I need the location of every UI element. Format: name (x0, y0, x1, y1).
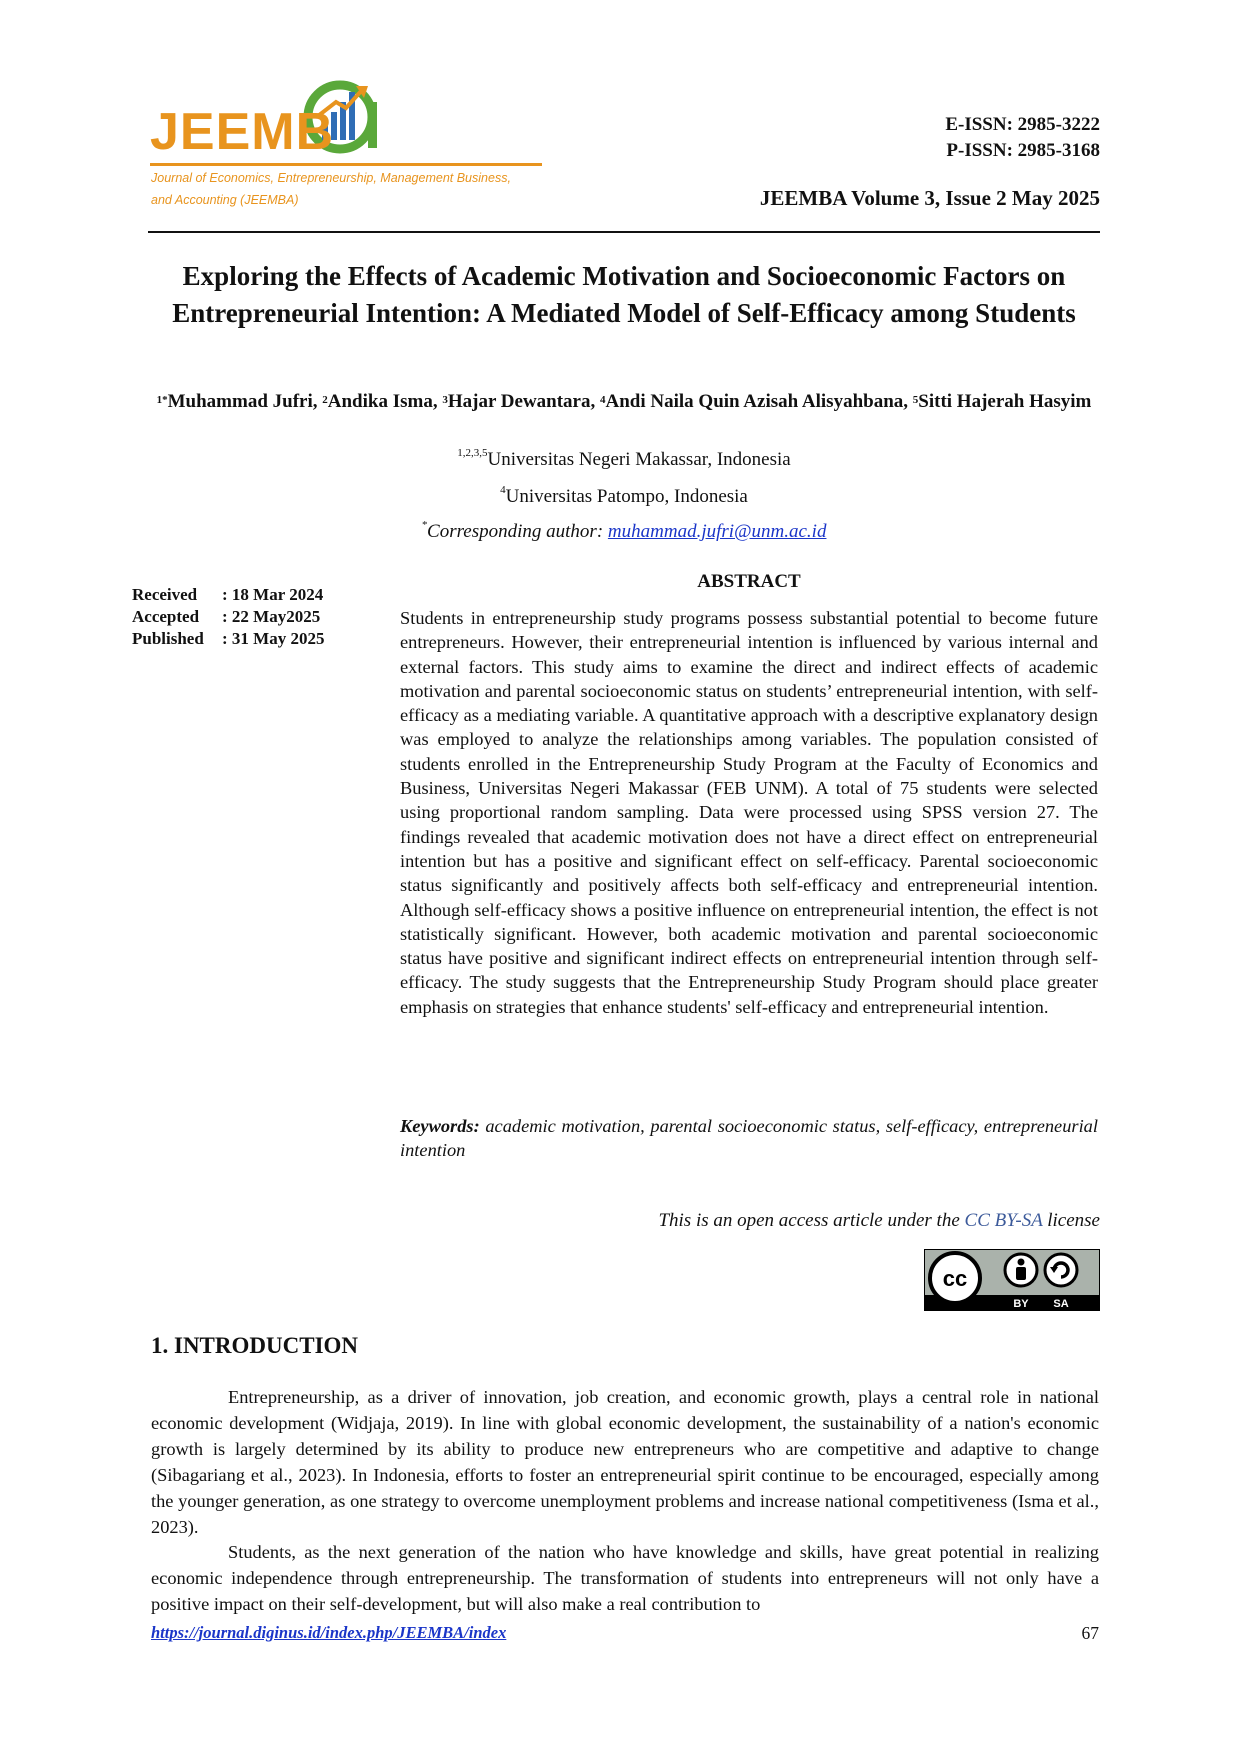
date-label: Published (132, 629, 204, 648)
logo-subtitle-line-1: Journal of Economics, Entrepreneurship, Management Business, (151, 171, 511, 185)
svg-text:cc: cc (942, 1266, 968, 1291)
date-label: Received (132, 585, 198, 604)
intro-paragraph-1: Entrepreneurship, as a driver of innovation, job creation, and economic growth, plays a central role in national economic development (Widjaja, 2019). In line with global economic development, the sustainability of a nation's economic growth is largely determined by its ability to produce new entrepreneurs who are competitive and adaptive to change (Sibagariang et al., 2023). In Indonesia, efforts to foster an entrepreneurial spirit continue to be encouraged, especially among the younger generation, as one strategy to overcome unemployment problems and increase national competitiveness (Isma et al., 2023). (151, 1387, 1099, 1537)
affiliation-sup: 4 (500, 484, 506, 496)
journal-volume: JEEMBA Volume 3, Issue 2 May 2025 (759, 186, 1100, 210)
affiliation-text: Universitas Negeri Makassar, Indonesia (487, 449, 791, 470)
eissn: E-ISSN: 2985-3222 (945, 114, 1100, 135)
cc-by-sa-badge[interactable] (924, 1249, 1100, 1311)
affiliation-sup: 1,2,3,5 (457, 447, 488, 459)
header-divider (148, 231, 1100, 233)
affiliation-1 (150, 449, 1098, 471)
pissn: P-ISSN: 2985-3168 (946, 140, 1100, 161)
page-number: 67 (1081, 1623, 1099, 1643)
corresponding-label: Corresponding author: (427, 521, 608, 542)
author-list (150, 389, 1098, 415)
corresponding-email-link[interactable]: muhammad.jufri@unm.ac.id (607, 521, 827, 542)
section-heading-introduction: 1. INTRODUCTION (151, 1333, 359, 1358)
author-sup: 3 (442, 394, 448, 406)
author-name: Andika Isma, (327, 391, 443, 412)
corresponding-author (150, 521, 1098, 543)
keywords (400, 1114, 1098, 1163)
abstract-heading: ABSTRACT (697, 571, 801, 592)
author-sup: 1* (156, 394, 168, 406)
logo-underline (150, 163, 542, 166)
sa-sharealike-icon (1045, 1254, 1077, 1286)
author-sup: 2 (322, 394, 328, 406)
journal-url-link[interactable]: https://journal.diginus.id/index.php/JEEMBA/index (151, 1623, 507, 1642)
logo-subtitle-line-2: and Accounting (JEEMBA) (151, 193, 299, 207)
article-dates (132, 584, 324, 650)
logo-wordmark: JEEMB (150, 103, 335, 161)
affiliation-text: Universitas Patompo, Indonesia (505, 486, 748, 507)
date-value: : 22 May2025 (222, 607, 321, 626)
author-sup: 5 (912, 394, 919, 406)
license-prefix: This is an open access article under the (658, 1210, 965, 1231)
by-attribution-icon (1005, 1254, 1037, 1286)
author-sup: 4 (600, 394, 606, 406)
affiliation-2 (150, 486, 1098, 508)
license-statement (658, 1210, 1100, 1232)
keywords-label: Keywords: (400, 1116, 480, 1136)
intro-paragraph-2: Students, as the next generation of the nation who have knowledge and skills, have great potential in realizing economic independence through entrepreneurship. The transformation of students into entrepreneurs will not only have a positive impact on their self-development, but will also make a real contribution to (151, 1542, 1099, 1614)
corresponding-sup: * (421, 519, 428, 531)
date-value: : 18 Mar 2024 (222, 585, 324, 604)
badge-sa-text: SA (1053, 1298, 1069, 1310)
date-value: : 31 May 2025 (222, 629, 325, 648)
license-link[interactable]: CC BY-SA (964, 1210, 1043, 1231)
date-row-accepted (132, 606, 324, 628)
abstract-body: Students in entrepreneurship study programs possess substantial potential to become future entrepreneurs. However, their entrepreneurial intention is influenced by various internal and external factors. This study aims to examine the direct and indirect effects of academic motivation and parental socioeconomic status on students’ entrepreneurial intention, with self-efficacy as a mediating variable. A quantitative approach with a descriptive explanatory design was employed to analyze the relationships among variables. The population consisted of students enrolled in the Entrepreneurship Study Program at the Faculty of Economics and Business, Universitas Negeri Makassar (FEB UNM). A total of 75 students were selected using proportional random sampling. Data were processed using SPSS version 27. The findings revealed that academic motivation does not have a direct effect on entrepreneurial intention but has a positive and significant effect on self-efficacy. Parental socioeconomic status significantly and positively affects both self-efficacy and entrepreneurial intention. Although self-efficacy shows a positive influence on entrepreneurial intention, the effect is not statistically significant. However, both academic motivation and parental socioeconomic status have positive and significant indirect effects on entrepreneurial intention through self-efficacy. The study suggests that the Entrepreneurship Study Program should place greater emphasis on strategies that enhance students' self-efficacy and entrepreneurial intention. (400, 608, 1098, 1017)
date-label: Accepted (132, 607, 200, 626)
author-name: Andi Naila Quin Azisah Alisyahbana, (605, 391, 913, 412)
author-name: Hajar Dewantara, (447, 391, 600, 412)
author-name: Sitti Hajerah Hasyim (918, 391, 1092, 412)
keywords-text: academic motivation, parental socioeconomic status, self-efficacy, entrepreneurial intention (400, 1116, 1098, 1161)
badge-by-text: BY (1013, 1298, 1029, 1310)
date-row-published (132, 628, 324, 650)
cc-icon (930, 1253, 980, 1303)
article-title: Exploring the Effects of Academic Motivation and Socioeconomic Factors on Entrepreneurial Intention: A Mediated Model of Self-Efficacy among Students (172, 261, 1076, 328)
license-suffix: license (1042, 1210, 1100, 1231)
author-name: Muhammad Jufri, (167, 391, 323, 412)
date-row-received (132, 584, 324, 606)
